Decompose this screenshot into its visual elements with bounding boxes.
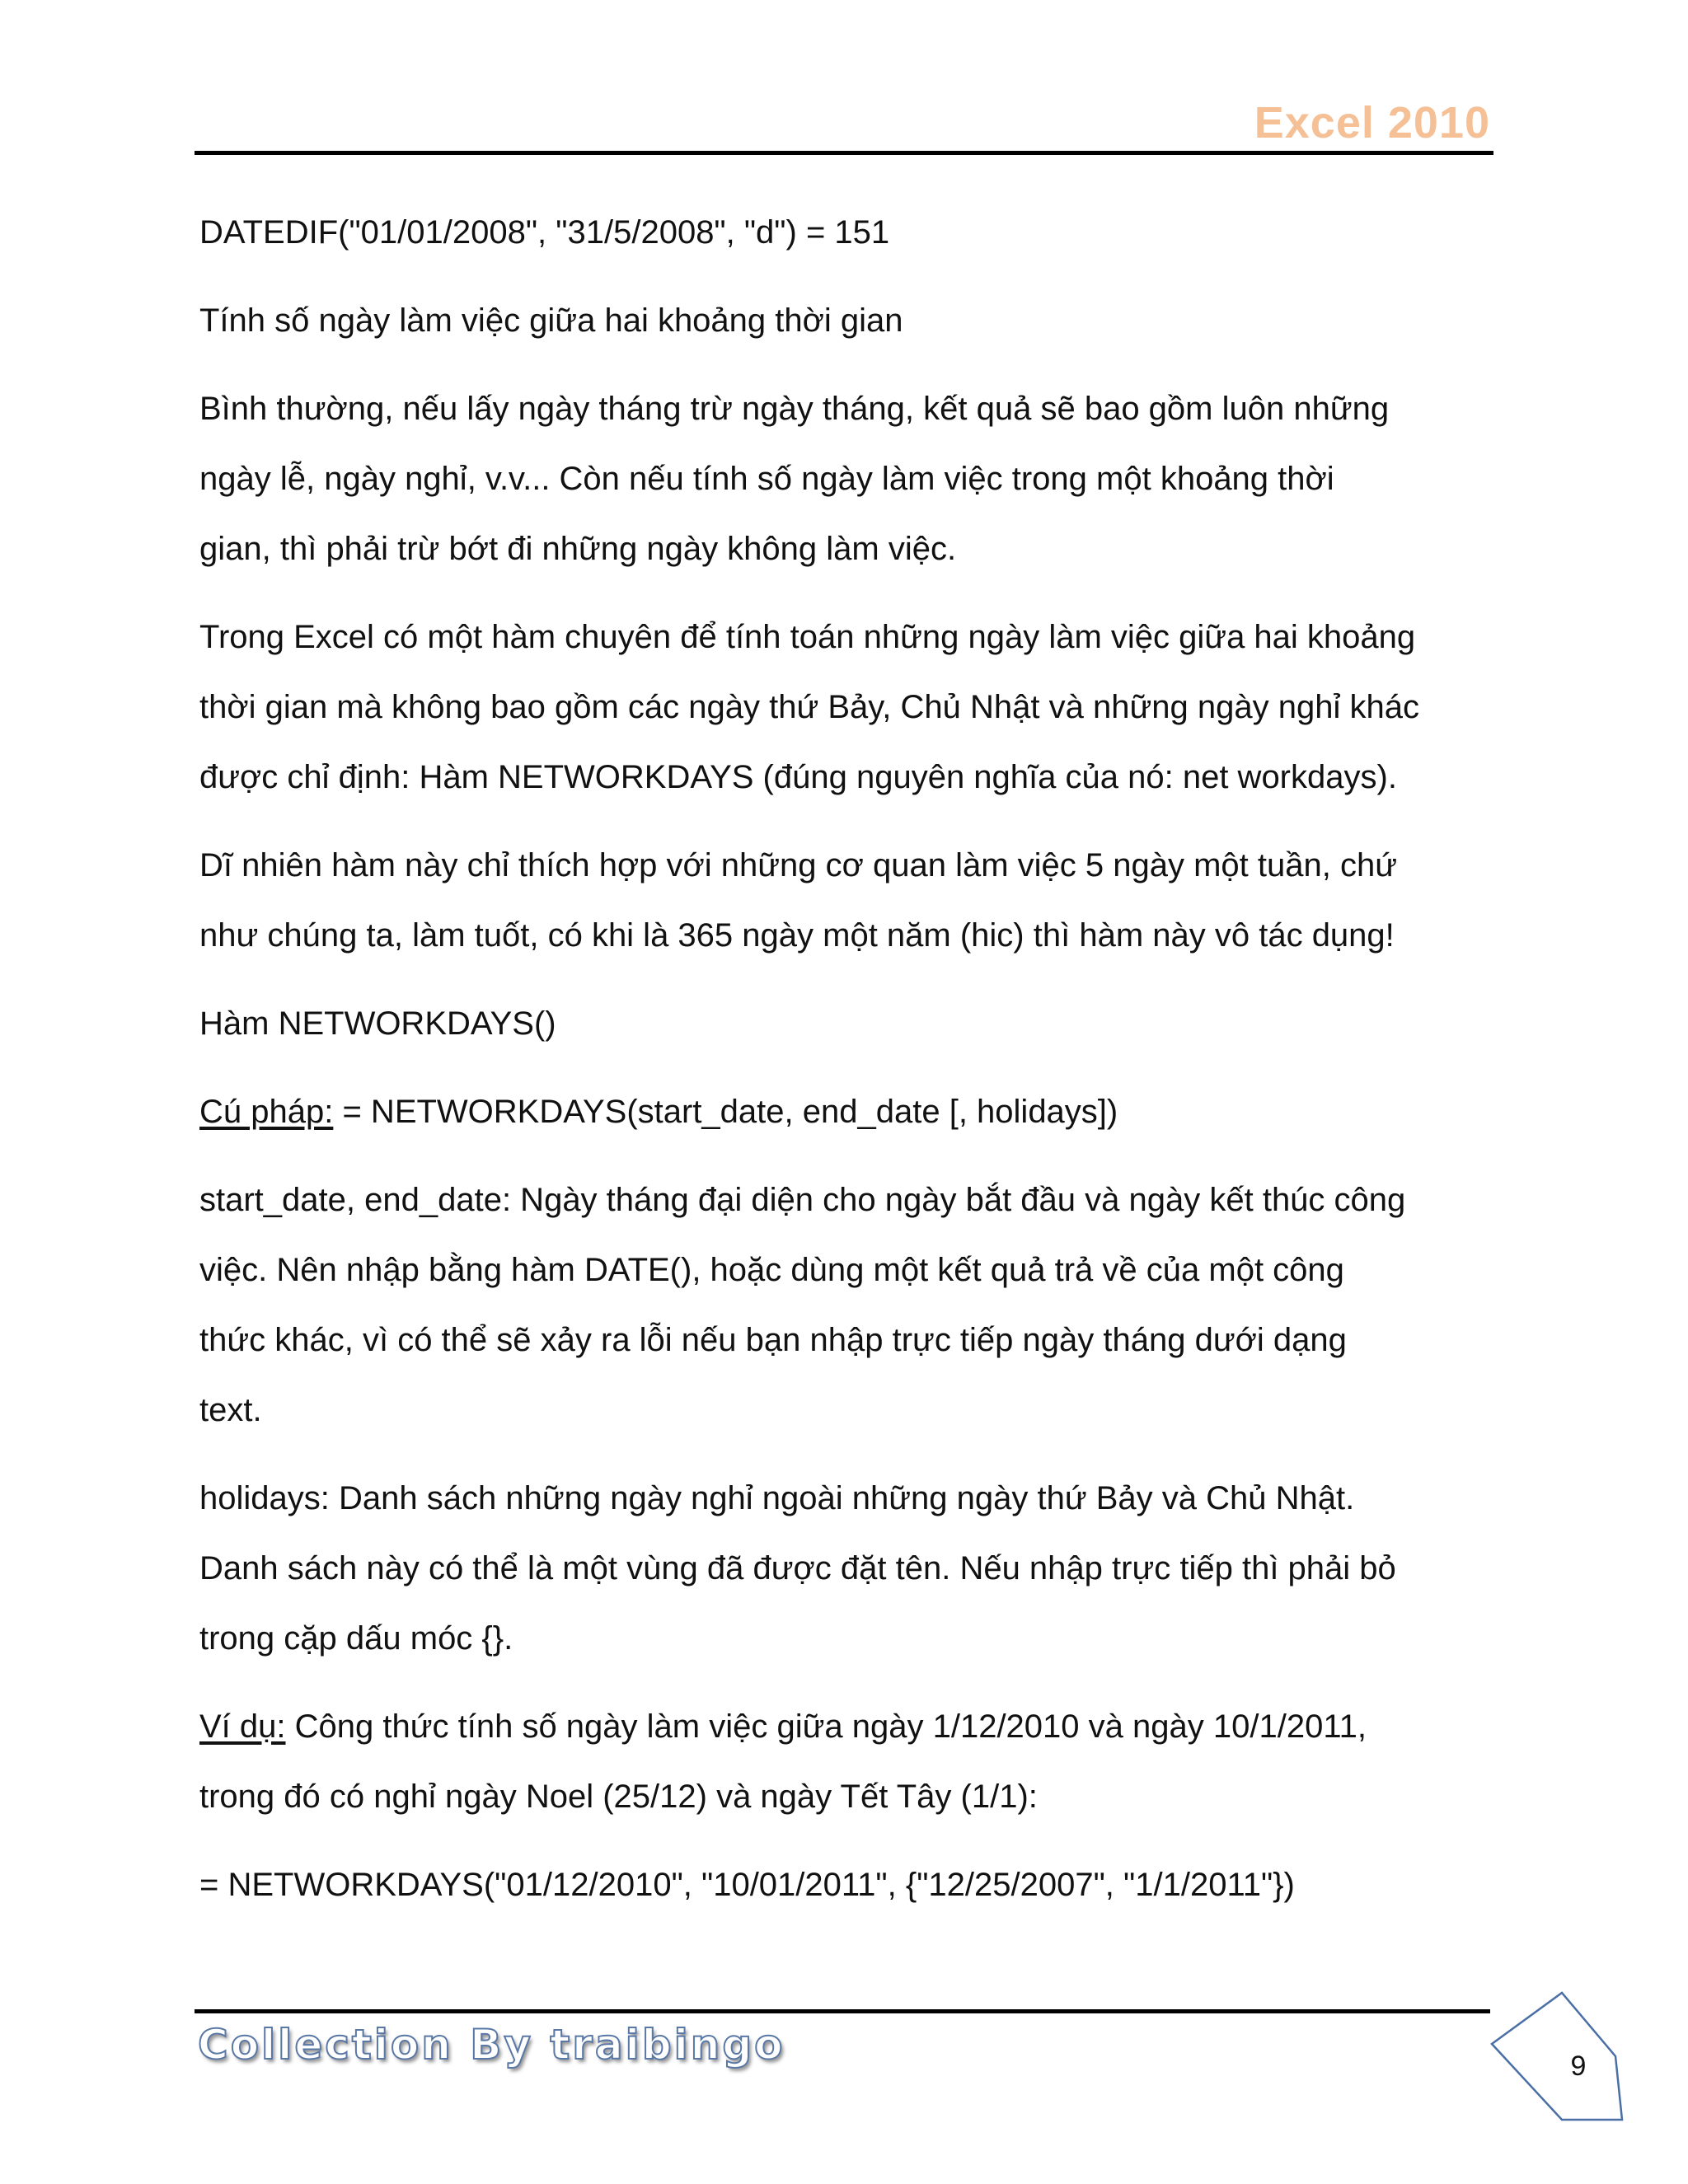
footer-rule — [195, 2009, 1490, 2013]
text-line: ngày lễ, ngày nghỉ, v.v... Còn nếu tính số ngày làm việc trong một khoảng thời — [199, 461, 1334, 497]
text-line: Công thức tính số ngày làm việc giữa ngày 1/12/2010 và ngày 10/1/2011, — [285, 1708, 1367, 1745]
text-line: Trong Excel có một hàm chuyên để tính toán những ngày làm việc giữa hai khoảng — [199, 619, 1416, 655]
syntax-text: = NETWORKDAYS(start_date, end_date [, holidays]) — [333, 1094, 1118, 1130]
text-line: Danh sách này có thể là một vùng đã được đặt tên. Nếu nhập trực tiếp thì phải bỏ — [199, 1550, 1396, 1586]
text-line: start_date, end_date: Ngày tháng đại diện cho ngày bắt đầu và ngày kết thúc công — [199, 1182, 1406, 1218]
text-line: được chỉ định: Hàm NETWORKDAYS (đúng nguyên nghĩa của nó: net workdays). — [199, 759, 1397, 795]
syntax-label: Cú pháp: — [199, 1094, 334, 1130]
header-rule — [195, 151, 1493, 155]
paragraph-example-formula: = NETWORKDAYS("01/12/2010", "10/01/2011", {"12/25/2007", "1/1/2011"}) — [199, 1867, 1295, 1903]
paragraph-date-args — [199, 1165, 1502, 1446]
paragraph-note — [199, 831, 1502, 971]
text-line: việc. Nên nhập bằng hàm DATE(), hoặc dùng một kết quả trả về của một công — [199, 1252, 1344, 1288]
page-number: 9 — [1570, 2050, 1587, 2082]
paragraph-datedif-example: DATEDIF("01/01/2008", "31/5/2008", "d") = 151 — [199, 214, 890, 251]
paragraph-syntax — [199, 1077, 1502, 1147]
paragraph-workdays-heading: Tính số ngày làm việc giữa hai khoảng thời gian — [199, 302, 903, 339]
text-line: thời gian mà không bao gồm các ngày thứ Bảy, Chủ Nhật và những ngày nghỉ khác — [199, 689, 1419, 725]
text-line: Dĩ nhiên hàm này chỉ thích hợp với những cơ quan làm việc 5 ngày một tuần, chứ — [199, 847, 1398, 883]
footer-credit: Collection By traibingo — [198, 2021, 785, 2069]
paragraph-networkdays-description — [199, 602, 1502, 813]
paragraph-example — [199, 1692, 1502, 1832]
header-title: Excel 2010 — [1254, 98, 1490, 148]
text-line: trong đó có nghỉ ngày Noel (25/12) và ngày Tết Tây (1/1): — [199, 1779, 1038, 1815]
text-line: thức khác, vì có thể sẽ xảy ra lỗi nếu bạn nhập trực tiếp ngày tháng dưới dạng — [199, 1322, 1347, 1358]
paragraph-function-name: Hàm NETWORKDAYS() — [199, 1005, 556, 1042]
paragraph-holidays-arg — [199, 1464, 1502, 1674]
page-content — [199, 198, 1502, 1938]
text-line: text. — [199, 1392, 262, 1428]
example-label: Ví dụ: — [199, 1708, 286, 1745]
text-line: gian, thì phải trừ bớt đi những ngày không làm việc. — [199, 531, 957, 567]
text-line: holidays: Danh sách những ngày nghỉ ngoài những ngày thứ Bảy và Chủ Nhật. — [199, 1480, 1355, 1516]
paragraph-intro — [199, 374, 1502, 584]
text-line: Bình thường, nếu lấy ngày tháng trừ ngày tháng, kết quả sẽ bao gồm luôn những — [199, 391, 1390, 427]
text-line: trong cặp dấu móc {}. — [199, 1620, 513, 1657]
text-line: như chúng ta, làm tuốt, có khi là 365 ngày một năm (hic) thì hàm này vô tác dụng! — [199, 917, 1395, 954]
